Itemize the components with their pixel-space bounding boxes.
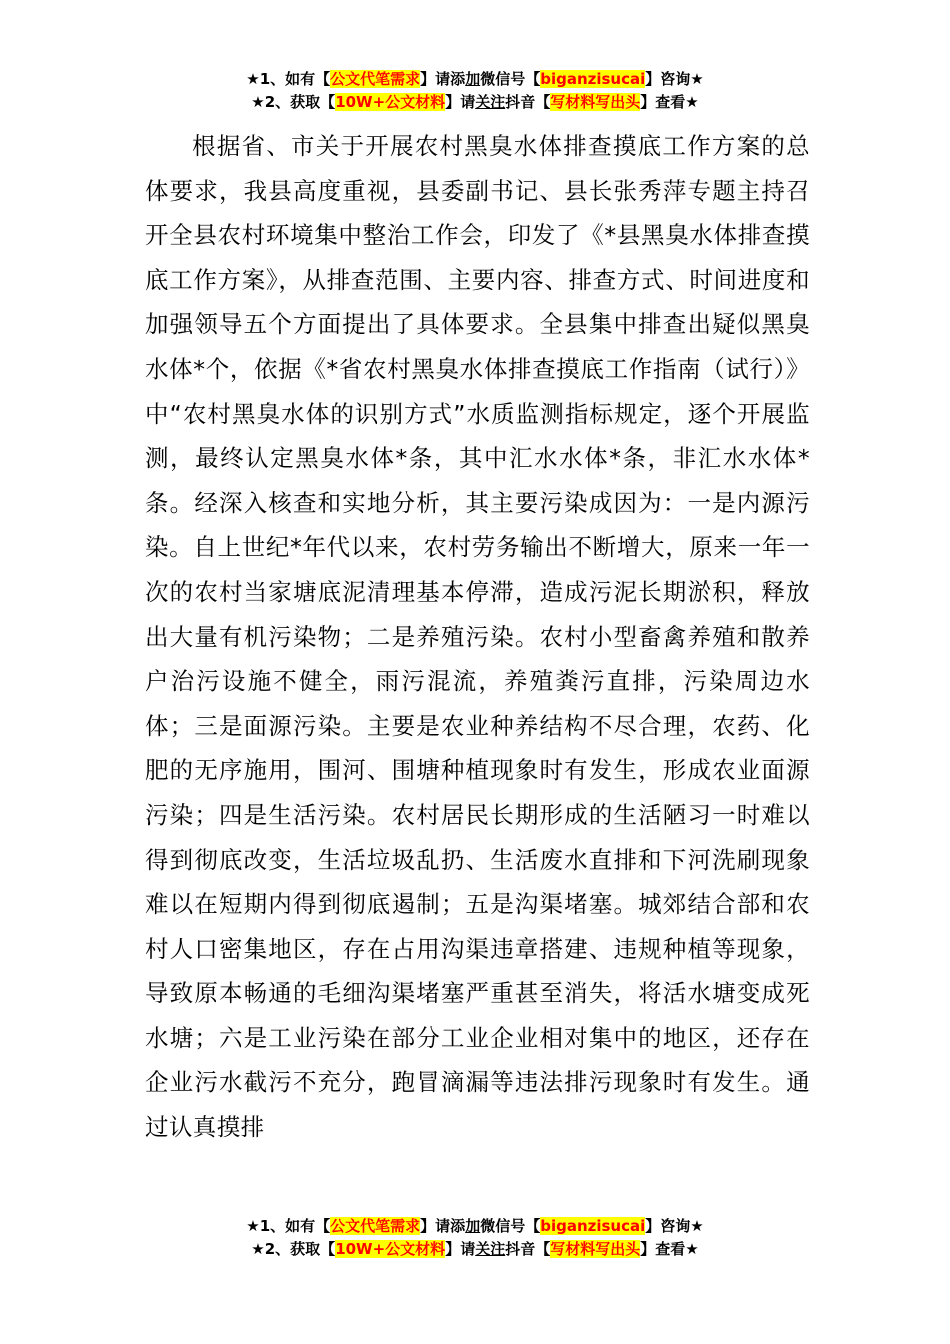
- promo-highlight-douyin-account: 写材料写出头: [550, 1240, 641, 1258]
- header-promo-line-1: [0, 68, 950, 91]
- promo-underlined-text: 关注: [475, 1240, 506, 1258]
- promo-text: ★1、如有【: [246, 1217, 331, 1235]
- promo-highlight-wechat-id: biganzisucai: [540, 70, 646, 88]
- promo-highlight-douyin-account: 写材料写出头: [550, 93, 641, 111]
- promo-highlight-service: 公文代笔需求: [330, 1217, 421, 1235]
- header-promo: [0, 68, 950, 114]
- promo-underlined-text: 加: [465, 1217, 481, 1235]
- document-body: [145, 124, 810, 1150]
- promo-text: 微信号【: [480, 1217, 541, 1235]
- promo-highlight-materials: 10W+公文材料: [335, 1240, 446, 1258]
- promo-text: ★1、如有【: [246, 70, 331, 88]
- promo-text: 】咨询★: [645, 70, 704, 88]
- promo-highlight-wechat-id: biganzisucai: [540, 1217, 646, 1235]
- footer-promo-line-1: [0, 1215, 950, 1238]
- body-paragraph: 根据省、市关于开展农村黑臭水体排查摸底工作方案的总体要求，我县高度重视，县委副书记、县长张秀萍专题主持召开全县农村环境集中整治工作会，印发了《*县黑臭水体排查摸底工作方案》，从排查范围、主要内容、排查方式、时间进度和加强领导五个方面提出了具体要求。全县集中排查出疑似黑臭水体*个，依据《*省农村黑臭水体排查摸底工作指南（试行）》中“农村黑臭水体的识别方式”水质监测指标规定，逐个开展监测，最终认定黑臭水体*条，其中汇水水体*条，非汇水水体*条。经深入核查和实地分析，其主要污染成因为：一是内源污染。自上世纪*年代以来，农村劳务输出不断增大，原来一年一次的农村当家塘底泥清理基本停滞，造成污泥长期淤积，释放出大量有机污染物；二是养殖污染。农村小型畜禽养殖和散养户治污设施不健全，雨污混流，养殖粪污直排，污染周边水体；三是面源污染。主要是农业种养结构不尽合理，农药、化肥的无序施用，围河、围塘种植现象时有发生，形成农业面源污染；四是生活污染。农村居民长期形成的生活陋习一时难以得到彻底改变，生活垃圾乱扔、生活废水直排和下河洗刷现象难以在短期内得到彻底遏制；五是沟渠堵塞。城郊结合部和农村人口密集地区，存在占用沟渠违章搭建、违规种植等现象，导致原本畅通的毛细沟渠堵塞严重甚至消失，将活水塘变成死水塘；六是工业污染在部分工业企业相对集中的地区，还存在企业污水截污不充分，跑冒滴漏等违法排污现象时有发生。通过认真摸排: [145, 132, 810, 1142]
- header-promo-line-2: [0, 91, 950, 114]
- promo-text: 抖音【: [505, 93, 551, 111]
- promo-text: 微信号【: [480, 70, 541, 88]
- promo-text: 】请添: [420, 1217, 466, 1235]
- promo-underlined-text: 加: [465, 70, 481, 88]
- promo-text: ★2、获取【: [251, 1240, 336, 1258]
- promo-text: 】咨询★: [645, 1217, 704, 1235]
- promo-underlined-text: 关注: [475, 93, 506, 111]
- promo-text: 】查看★: [640, 1240, 699, 1258]
- promo-highlight-materials: 10W+公文材料: [335, 93, 446, 111]
- promo-highlight-service: 公文代笔需求: [330, 70, 421, 88]
- promo-text: ★2、获取【: [251, 93, 336, 111]
- promo-text: 抖音【: [505, 1240, 551, 1258]
- promo-text: 】请添: [420, 70, 466, 88]
- footer-promo: [0, 1215, 950, 1261]
- promo-text: 】请: [445, 1240, 476, 1258]
- promo-text: 】查看★: [640, 93, 699, 111]
- footer-promo-line-2: [0, 1238, 950, 1261]
- promo-text: 】请: [445, 93, 476, 111]
